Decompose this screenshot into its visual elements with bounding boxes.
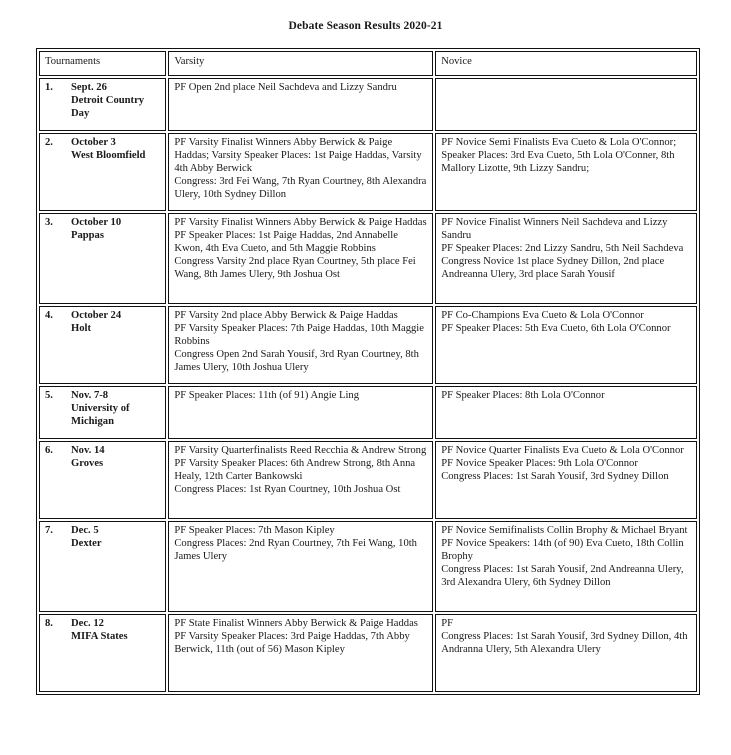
novice-results: [441, 525, 691, 590]
tournament-date: Nov. 7-8: [71, 389, 109, 401]
result-line: PF Speaker Places: 8th Lola O'Connor: [441, 389, 605, 401]
tournament-name: Dexter: [71, 537, 102, 549]
varsity-results: [174, 137, 427, 202]
document-title: Debate Season Results 2020-21: [288, 20, 443, 32]
varsity-cell: [168, 306, 433, 384]
tournament-cell: [39, 521, 166, 612]
result-line: PF Speaker Places: 1st Paige Haddas, 2nd Annabelle Kwon, 4th Eva Cueto, and 5th Maggie Robbins: [174, 229, 398, 254]
novice-cell: [435, 521, 697, 612]
result-line: PF Novice Semi Finalists Eva Cueto & Lola O'Connor;: [441, 136, 677, 148]
tournament-date: Nov. 14: [71, 444, 105, 456]
row-number: 1.: [45, 81, 53, 93]
table-row: [39, 441, 697, 519]
tournament-name: Groves: [71, 457, 104, 469]
result-line: PF Varsity 2nd place Abby Berwick & Paige Haddas: [174, 309, 398, 321]
header-row: [39, 51, 697, 76]
tournament-cell: [39, 441, 166, 519]
tournament-name: MIFA States: [71, 630, 128, 642]
varsity-cell: [168, 521, 433, 612]
row-number: 8.: [45, 617, 53, 629]
novice-results: [441, 618, 691, 657]
table-row: [39, 521, 697, 612]
novice-results: [441, 217, 691, 282]
result-line: PF Open 2nd place Neil Sachdeva and Lizzy Sandru: [174, 81, 397, 93]
row-number: 4.: [45, 309, 53, 321]
varsity-cell: [168, 386, 433, 439]
varsity-results: [174, 390, 427, 403]
result-line: Congress Places: 1st Sarah Yousif, 2nd Andreanna Ulery, 3rd Alexandra Ulery, 6th Sydney Dillon: [441, 563, 684, 588]
novice-cell: [435, 133, 697, 211]
varsity-results: [174, 525, 427, 564]
result-line: PF Novice Semifinalists Collin Brophy & Michael Bryant: [441, 524, 688, 536]
novice-results: [441, 137, 691, 176]
tournament-date: Dec. 12: [71, 617, 104, 629]
varsity-cell: [168, 441, 433, 519]
table-row: [39, 133, 697, 211]
header-novice: Novice: [435, 51, 697, 76]
table-row: [39, 306, 697, 384]
results-table: [36, 48, 700, 695]
novice-results: [441, 445, 691, 484]
result-line: PF Varsity Speaker Places: 7th Paige Haddas, 10th Maggie Robbins: [174, 322, 424, 347]
result-line: Congress Varsity 2nd place Ryan Courtney, 5th place Fei Wang, 8th James Ulery, 9th Joshua Ost: [174, 255, 416, 280]
novice-cell: [435, 386, 697, 439]
result-line: PF Speaker Places: 11th (of 91) Angie Ling: [174, 389, 360, 401]
tournament-cell: [39, 306, 166, 384]
result-line: PF Varsity Speaker Places: 6th Andrew Strong, 8th Anna Healy, 12th Carter Bankowski: [174, 457, 416, 482]
tournament-name: West Bloomfield: [71, 149, 146, 161]
result-line: Congress Places: 2nd Ryan Courtney, 7th Fei Wang, 10th James Ulery: [174, 537, 417, 562]
tournament-cell: [39, 78, 166, 131]
tournament-date: October 3: [71, 136, 116, 148]
tournament-date: Dec. 5: [71, 524, 99, 536]
row-number: 5.: [45, 389, 53, 401]
novice-cell: [435, 441, 697, 519]
tournament-name: University of Michigan: [71, 402, 130, 427]
varsity-cell: [168, 614, 433, 692]
result-line: PF Novice Quarter Finalists Eva Cueto & Lola O'Connor: [441, 444, 684, 456]
table-row: [39, 213, 697, 304]
result-line: PF Varsity Finalist Winners Abby Berwick & Paige Haddas: [174, 216, 427, 228]
row-number: 3.: [45, 216, 53, 228]
header-varsity: Varsity: [168, 51, 433, 76]
result-line: PF Novice Finalist Winners Neil Sachdeva and Lizzy Sandru: [441, 216, 668, 241]
result-line: PF: [441, 617, 453, 629]
header-tournaments: Tournaments: [39, 51, 166, 76]
novice-results: [441, 390, 691, 403]
tournament-name: Holt: [71, 322, 92, 334]
varsity-results: [174, 82, 427, 95]
table-row: [39, 386, 697, 439]
tournament-date: October 10: [71, 216, 122, 228]
tournament-cell: [39, 386, 166, 439]
result-line: PF Speaker Places: 5th Eva Cueto, 6th Lola O'Connor: [441, 322, 671, 334]
result-line: Congress Places: 1st Ryan Courtney, 10th Joshua Ost: [174, 483, 401, 495]
varsity-results: [174, 445, 427, 497]
result-line: PF Co-Champions Eva Cueto & Lola O'Connor: [441, 309, 644, 321]
result-line: PF Varsity Finalist Winners Abby Berwick & Paige Haddas; Varsity Speaker Places: 1st Paige Haddas, Varsity 4th Abby Berwick: [174, 136, 422, 174]
tournament-cell: [39, 614, 166, 692]
novice-cell: [435, 78, 697, 131]
result-line: Congress Open 2nd Sarah Yousif, 3rd Ryan Courtney, 8th James Ulery, 10th Joshua Ulery: [174, 348, 419, 373]
table-row: [39, 78, 697, 131]
row-number: 7.: [45, 524, 53, 536]
table-row: [39, 614, 697, 692]
result-line: Congress Places: 1st Sarah Yousif, 3rd Sydney Dillon: [441, 470, 669, 482]
varsity-cell: [168, 213, 433, 304]
result-line: PF Varsity Speaker Places: 3rd Paige Haddas, 7th Abby Berwick, 11th (out of 56) Mason Kipley: [174, 630, 410, 655]
result-line: PF Speaker Places: 7th Mason Kipley: [174, 524, 335, 536]
result-line: PF Varsity Quarterfinalists Reed Recchia & Andrew Strong: [174, 444, 427, 456]
result-line: PF State Finalist Winners Abby Berwick & Paige Haddas: [174, 617, 418, 629]
novice-cell: [435, 614, 697, 692]
novice-results: [441, 310, 691, 336]
tournament-cell: [39, 213, 166, 304]
result-line: PF Novice Speaker Places: 9th Lola O'Connor: [441, 457, 638, 469]
row-number: 2.: [45, 136, 53, 148]
result-line: Congress: 3rd Fei Wang, 7th Ryan Courtney, 8th Alexandra Ulery, 10th Sydney Dillon: [174, 175, 427, 200]
result-line: PF Novice Speakers: 14th (of 90) Eva Cueto, 18th Collin Brophy: [441, 537, 684, 562]
result-line: Congress Places: 1st Sarah Yousif, 3rd Sydney Dillon, 4th Andranna Ulery, 5th Alexandra Ulery: [441, 630, 688, 655]
tournament-date: Sept. 26: [71, 81, 107, 93]
varsity-cell: [168, 78, 433, 131]
tournament-name: Pappas: [71, 229, 104, 241]
novice-cell: [435, 213, 697, 304]
varsity-results: [174, 217, 427, 282]
result-line: Congress Novice 1st place Sydney Dillon, 2nd place Andreanna Ulery, 3rd place Sarah Yousif: [441, 255, 665, 280]
tournament-cell: [39, 133, 166, 211]
tournament-date: October 24: [71, 309, 122, 321]
row-number: 6.: [45, 444, 53, 456]
novice-cell: [435, 306, 697, 384]
varsity-cell: [168, 133, 433, 211]
result-line: Speaker Places: 3rd Eva Cueto, 5th Lola O'Conner, 8th Mallory Lizotte, 9th Lizzy Sandru;: [441, 149, 675, 174]
varsity-results: [174, 618, 427, 657]
varsity-results: [174, 310, 427, 375]
result-line: PF Speaker Places: 2nd Lizzy Sandru, 5th Neil Sachdeva: [441, 242, 684, 254]
tournament-name: Detroit Country Day: [71, 94, 145, 119]
